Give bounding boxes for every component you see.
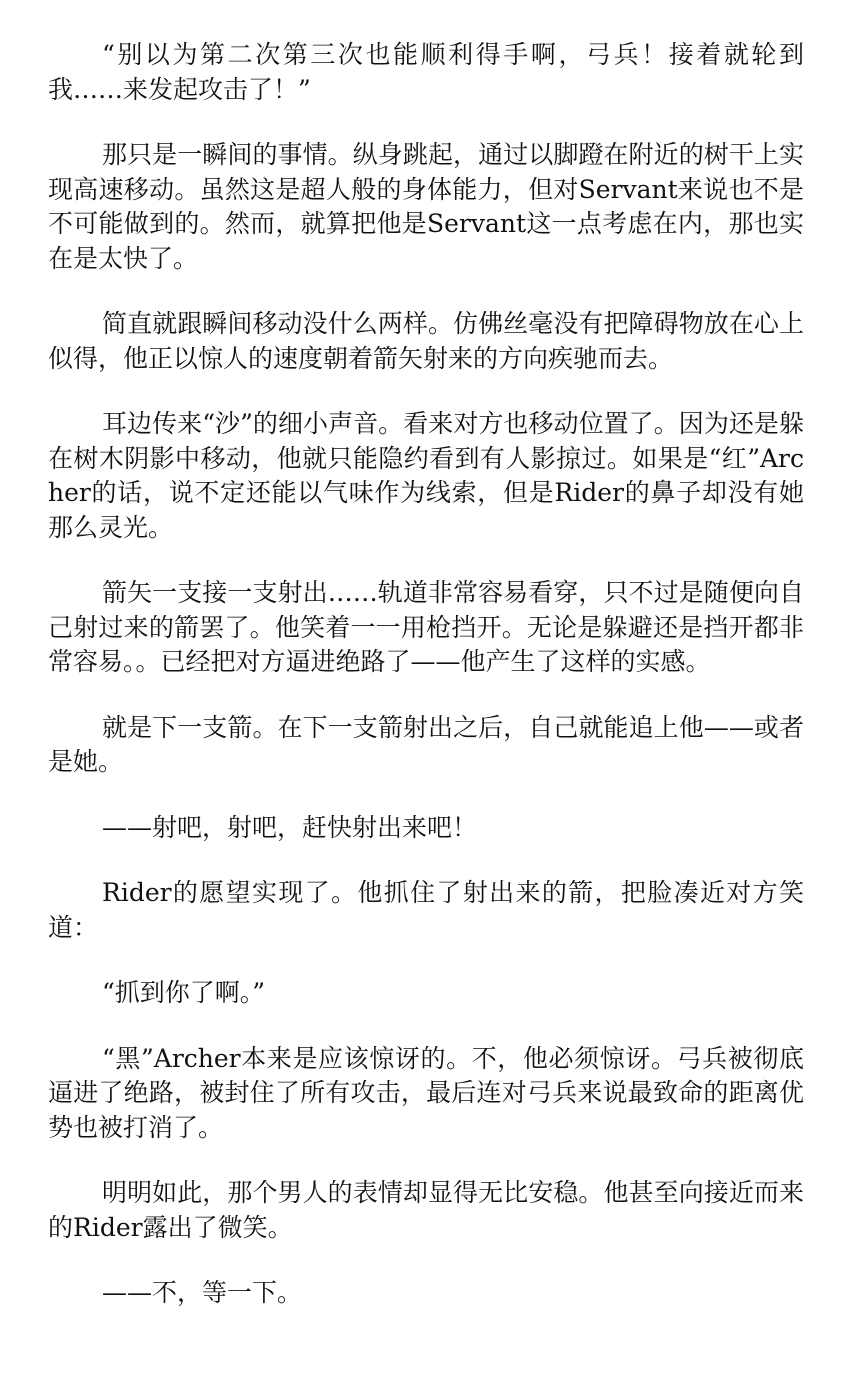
paragraph: “抓到你了啊。” xyxy=(102,978,266,1007)
paragraph: 就是下一支箭。在下一支箭射出之后，自己就能追上他——或者是她。 xyxy=(48,712,804,776)
paragraph: 耳边传来“沙”的细小声音。看来对方也移动位置了。因为还是躲在树木阴影中移动，他就只能隐约看到有人影掠过。如果是“红”Archer的话，说不定还能以气味作为线索，但是Rider的鼻子却没有她那么灵光。 xyxy=(48,409,804,542)
paragraph: “黑”Archer本来是应该惊讶的。不，他必须惊讶。弓兵被彻底逼进了绝路，被封住了所有攻击，最后连对弓兵来说最致命的距离优势也被打消了。 xyxy=(48,1043,804,1142)
paragraph: 箭矢一支接一支射出……轨道非常容易看穿，只不过是随便向自己射过来的箭罢了。他笑着一一用枪挡开。无论是躲避还是挡开都非常容易。。已经把对方逼进绝路了——他产生了这样的实感。 xyxy=(48,578,804,676)
paragraph: 明明如此，那个男人的表情却显得无比安稳。他甚至向接近而来的Rider露出了微笑。 xyxy=(48,1178,804,1242)
paragraph: ——不，等一下。 xyxy=(102,1278,303,1307)
paragraph: “别以为第二次第三次也能顺利得手啊，弓兵！接着就轮到我……来发起攻击了！” xyxy=(48,40,804,104)
paragraph: ——射吧，射吧，赶快射出来吧！ xyxy=(102,812,478,842)
paragraph: Rider的愿望实现了。他抓住了射出来的箭，把脸凑近对方笑道： xyxy=(48,878,804,942)
paragraph: 简直就跟瞬间移动没什么两样。仿佛丝毫没有把障碍物放在心上似得，他正以惊人的速度朝着箭矢射来的方向疾驰而去。 xyxy=(48,309,804,373)
document-page xyxy=(48,38,804,1342)
paragraph: 那只是一瞬间的事情。纵身跳起，通过以脚蹬在附近的树干上实现高速移动。虽然这是超人般的身体能力，但对Servant来说也不是不可能做到的。然而，就算把他是Servant这一点考虑在内，那也实在是太快了。 xyxy=(48,140,804,273)
